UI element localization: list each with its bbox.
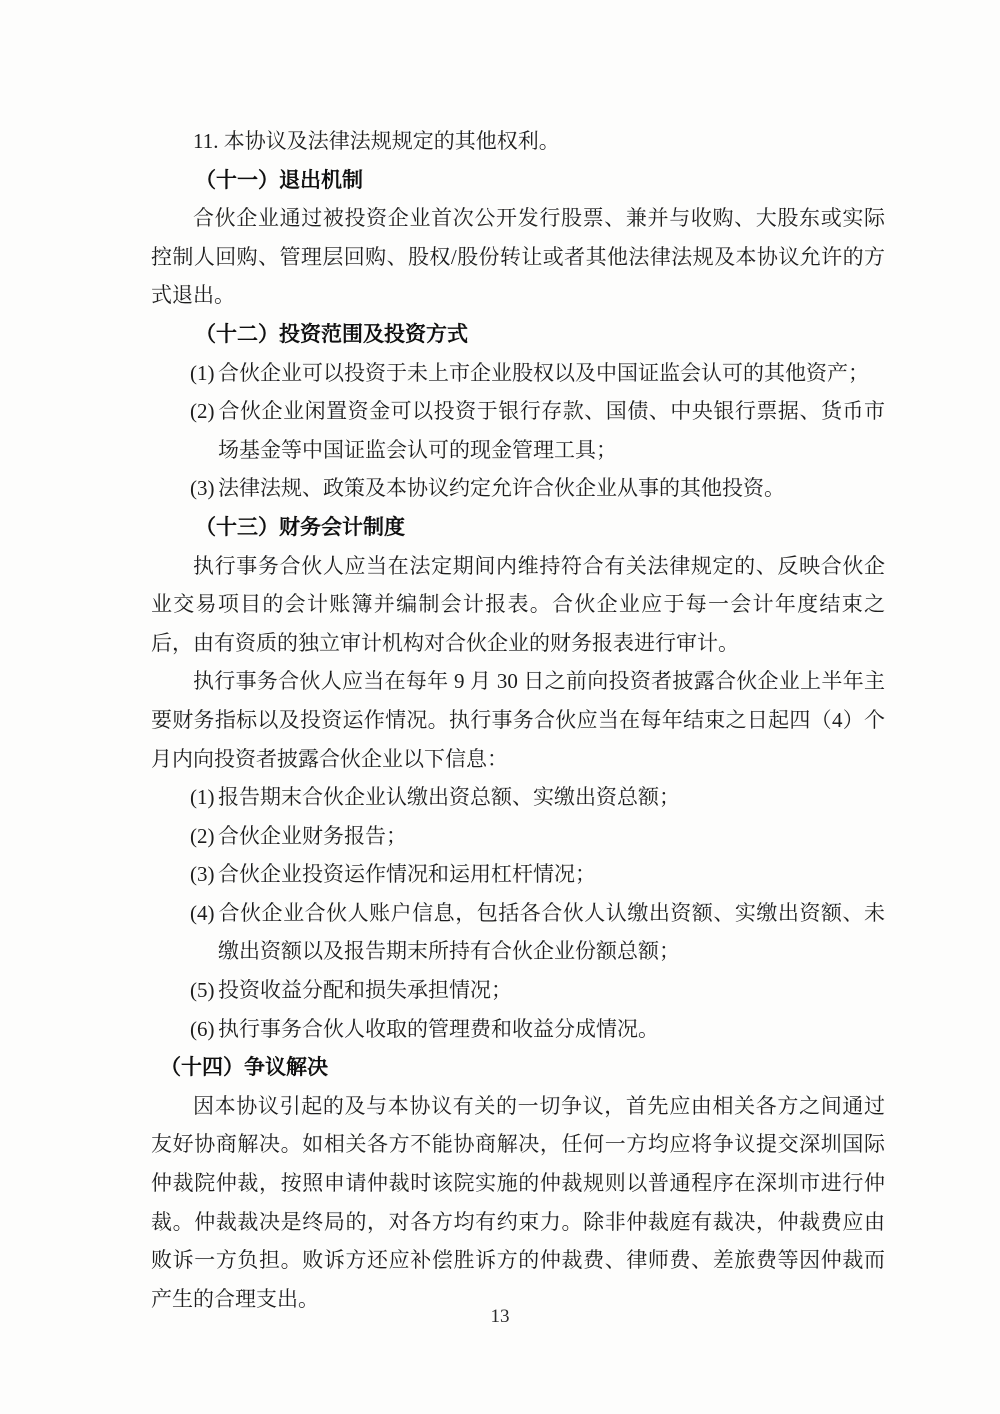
list-item-number: (5): [190, 978, 215, 1003]
list-item: [151, 354, 885, 393]
list-item: [151, 392, 885, 469]
page-number: 13: [490, 1306, 510, 1327]
list-item-number: (4): [190, 900, 215, 925]
list-item-number: (3): [190, 862, 215, 887]
list-item: [151, 971, 885, 1010]
list-item-text: 合伙企业合伙人账户信息，包括各合伙人认缴出资额、实缴出资额、未缴出资额以及报告期末所持有合伙企业份额总额；: [218, 900, 885, 964]
list-item-number: (6): [190, 1016, 215, 1041]
section-heading: （十三）财务会计制度: [195, 514, 405, 539]
document-content: [151, 122, 885, 1318]
list-item-text: 投资收益分配和损失承担情况；: [218, 978, 512, 1003]
list-item: [151, 469, 885, 508]
list-item-text: 合伙企业闲置资金可以投资于银行存款、国债、中央银行票据、货币市场基金等中国证监会认可的现金管理工具；: [218, 399, 885, 462]
list-item-text: 合伙企业投资运作情况和运用杠杆情况；: [218, 862, 596, 887]
list-item-number: (2): [190, 823, 215, 848]
list-item: [151, 855, 885, 894]
paragraph: 11. 本协议及法律法规规定的其他权利。: [193, 129, 560, 153]
list-item-text: 合伙企业财务报告；: [218, 823, 407, 848]
section-heading: （十二）投资范围及投资方式: [195, 321, 468, 346]
list-item-text: 报告期末合伙企业认缴出资总额、实缴出资总额；: [218, 785, 680, 810]
paragraph: 执行事务合伙人应当在法定期间内维持符合有关法律规定的、反映合伙企业交易项目的会计账簿并编制会计报表。合伙企业应于每一会计年度结束之后，由有资质的独立审计机构对合伙企业的财务报表进行审计。: [151, 553, 885, 655]
list-item-number: (1): [190, 360, 215, 385]
section-heading: （十四）争议解决: [160, 1055, 328, 1080]
list-item: [151, 894, 885, 971]
list-item-text: 执行事务合伙人收取的管理费和收益分成情况。: [218, 1016, 659, 1041]
list-item: [151, 778, 885, 817]
list-item-number: (2): [190, 399, 215, 424]
list-item-number: (1): [190, 785, 215, 810]
list-item-number: (3): [190, 476, 215, 501]
paragraph: 合伙企业通过被投资企业首次公开发行股票、兼并与收购、大股东或实际控制人回购、管理层回购、股权/股份转让或者其他法律法规及本协议允许的方式退出。: [151, 206, 885, 308]
paragraph: 执行事务合伙人应当在每年 9 月 30 日之前向投资者披露合伙企业上半年主要财务指标以及投资运作情况。执行事务合伙应当在每年结束之日起四（4）个月内向投资者披露合伙企业以下信息：: [151, 669, 885, 771]
section-heading: （十一）退出机制: [195, 167, 363, 192]
list-item-text: 法律法规、政策及本协议约定允许合伙企业从事的其他投资。: [218, 476, 785, 501]
list-item: [151, 1010, 885, 1049]
paragraph: 因本协议引起的及与本协议有关的一切争议，首先应由相关各方之间通过友好协商解决。如相关各方不能协商解决，任何一方均应将争议提交深圳国际仲裁院仲裁，按照申请仲裁时该院实施的仲裁规则以普通程序在深圳市进行仲裁。仲裁裁决是终局的，对各方均有约束力。除非仲裁庭有裁决，仲裁费应由败诉一方负担。败诉方还应补偿胜诉方的仲裁费、律师费、差旅费等因仲裁而产生的合理支出。: [151, 1093, 885, 1311]
list-item: [151, 817, 885, 856]
list-item-text: 合伙企业可以投资于未上市企业股权以及中国证监会认可的其他资产；: [218, 360, 869, 385]
